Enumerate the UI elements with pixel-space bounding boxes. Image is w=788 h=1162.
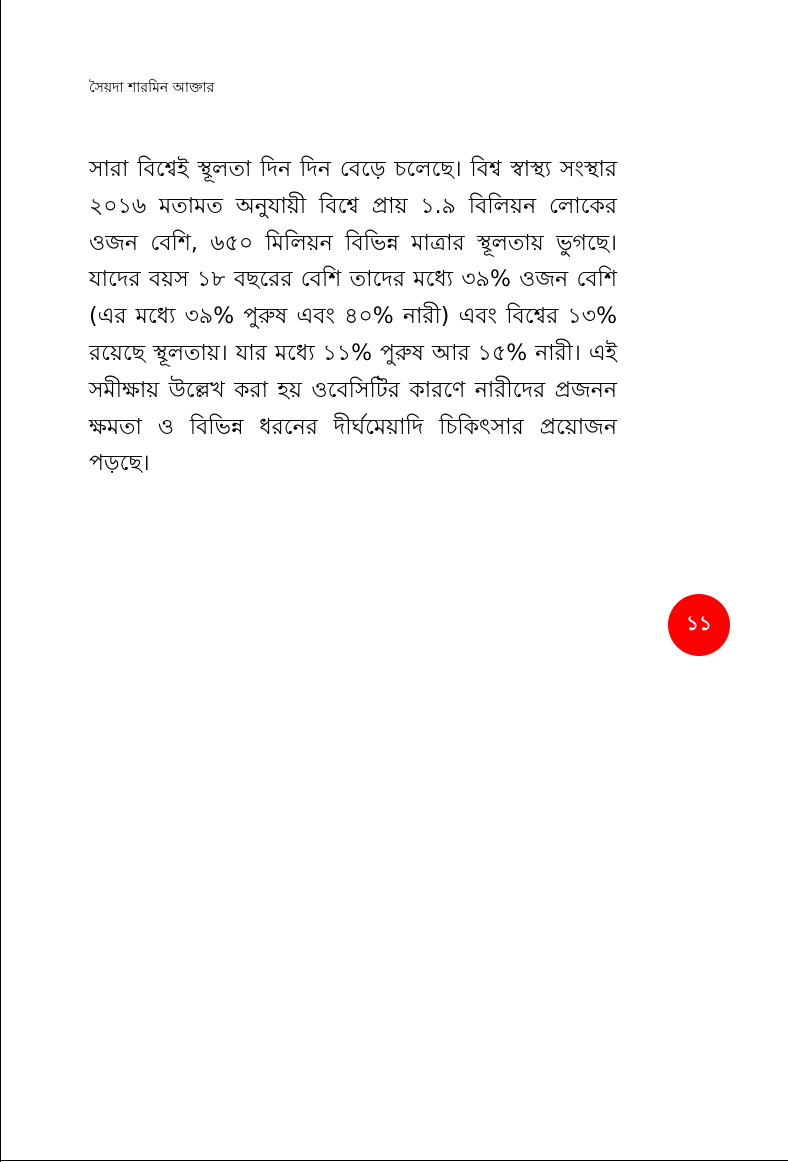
page-number: ১১: [686, 610, 712, 635]
body-text: [89, 152, 617, 483]
page-number-badge: [668, 594, 730, 656]
body-paragraph: সারা বিশ্বেই স্থূলতা দিন দিন বেড়ে চলেছে। বিশ্ব স্বাস্থ্য সংস্থার ২০১৬ মতামত অনুযায়ী বিশ্বে প্রায় ১.৯ বিলিয়ন লোকের ওজন বেশি, ৬৫০ মিলিয়ন বিভিন্ন মাত্রার স্থূলতায় ভুগছে। যাদের বয়স ১৮ বছরের বেশি তাদের মধ্যে ৩৯% ওজন বেশি (এর মধ্যে ৩৯% পুরুষ এবং ৪০% নারী) এবং বিশ্বের ১৩% রয়েছে স্থূলতায়। যার মধ্যে ১১% পুরুষ আর ১৫% নারী। এই সমীক্ষায় উল্লেখ করা হয় ওবেসিটির কারণে নারীদের প্রজনন ক্ষমতা ও বিভিন্ন ধরনের দীর্ঘমেয়াদি চিকিৎসার প্রয়োজন পড়ছে।: [89, 157, 617, 477]
page-bottom-border: [0, 1160, 788, 1161]
page-left-border: [0, 0, 1, 1162]
running-header-author: সৈয়দা শারমিন আক্তার: [89, 80, 215, 96]
